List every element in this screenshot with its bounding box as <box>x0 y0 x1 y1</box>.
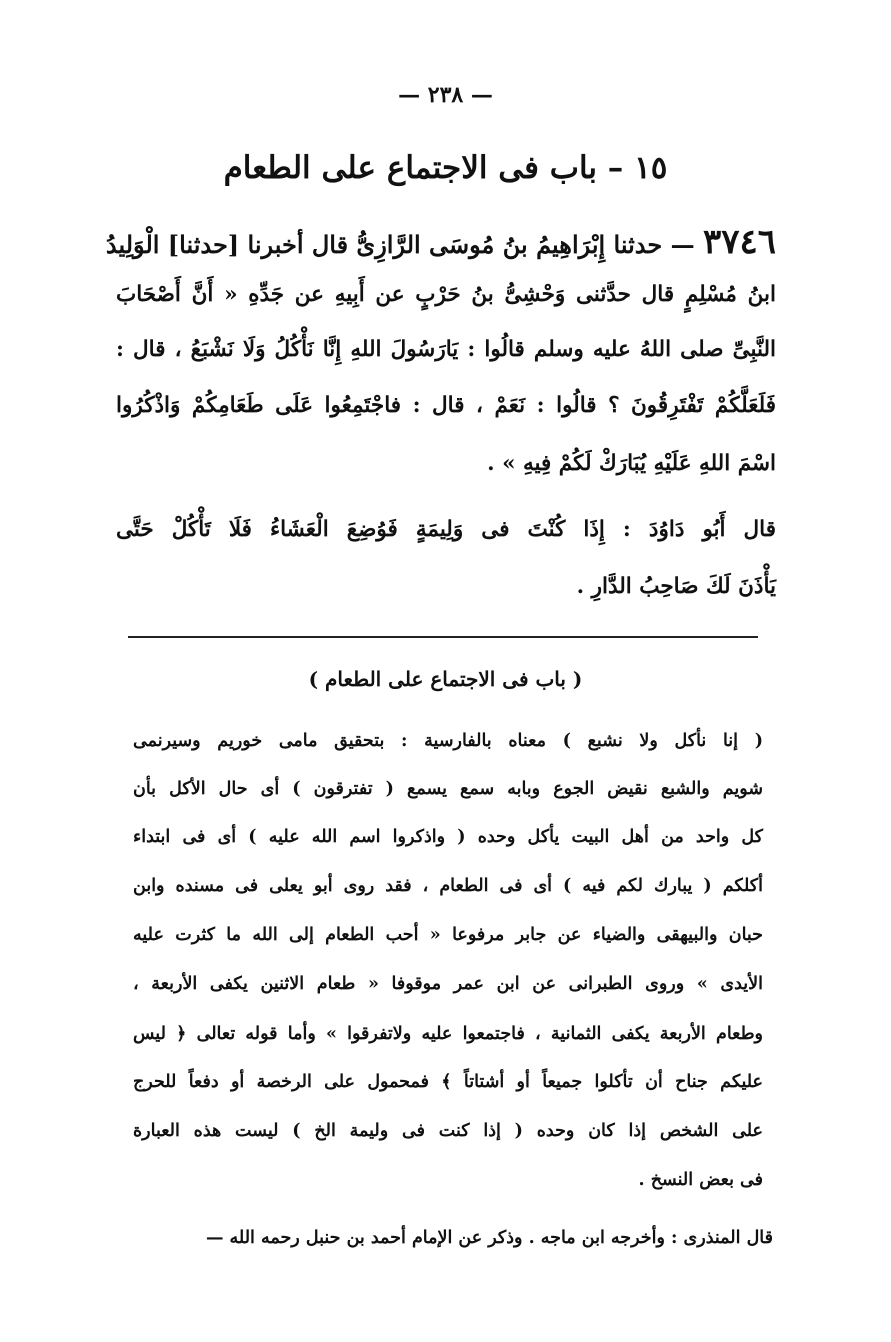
page-number: — ٢٣٨ — <box>398 82 493 108</box>
hadith-line: ابنُ مُسْلِمٍ قال حدَّثنى وَحْشِىُّ بنُ حَرْبٍ عن أَبِيهِ عن جَدِّهِ « أَنَّ أَصْحَابَ <box>116 282 776 307</box>
hadith-line: يَأْذَنَ لَكَ صَاحِبُ الدَّارِ . <box>576 574 776 599</box>
footnote: قال المنذرى : وأخرجه ابن ماجه . وذكر عن الإمام أحمد بن حنبل رحمه الله — <box>205 1228 773 1248</box>
commentary-line: عليكم جناح أن تأكلوا جميعاً أو أشتاتاً ﴾ فمحمول على الرخصة أو دفعاً للحرج <box>133 1072 763 1092</box>
hadith-line: اسْمَ اللهِ عَلَيْهِ يُبَارَكْ لَكُمْ فِيهِ » . <box>487 451 776 476</box>
commentary-line: ( إنا نأكل ولا نشبع ) معناه بالفارسية : بتحقيق مامى خوريم وسيرنمى <box>133 731 763 751</box>
commentary-title: ( باب فى الاجتماع على الطعام ) <box>308 667 583 691</box>
commentary-line: شويم والشبع نقيض الجوع وبابه سمع يسمع ( تفترقون ) أى حال الأكل بأن <box>133 779 763 799</box>
chapter-title: ١٥ – باب فى الاجتماع على الطعام <box>223 150 668 186</box>
hadith-line: النَّبِىِّ صلى اللهُ عليه وسلم قالُوا : يَارَسُولَ اللهِ إِنَّا نَأْكُلُ وَلَا نَشْبَعُ ، قال : <box>116 337 776 362</box>
hadith-number: ٣٧٤٦ <box>702 222 776 262</box>
commentary-line: الأيدى » وروى الطبرانى عن ابن عمر موقوفا « طعام الاثنين يكفى الأربعة ، <box>133 974 763 994</box>
commentary-line: حبان والبيهقى والضياء عن جابر مرفوعا « أحب الطعام إلى الله ما كثرت عليه <box>133 925 763 945</box>
commentary-line: على الشخص إذا كان وحده ( إذا كنت فى وليمة الخ ) ليست هذه العبارة <box>133 1121 763 1141</box>
commentary-line: فى بعض النسخ . <box>638 1170 763 1190</box>
commentary-line: كل واحد من أهل البيت يأكل وحده ( واذكروا اسم الله عليه ) أى فى ابتداء <box>133 827 763 847</box>
hadith-line-text: — حدثنا إِبْرَاهِيمُ بنُ مُوسَى الرَّازِىُّ قال أخبرنا [حدثنا] الْوَلِيدُ <box>105 230 695 259</box>
hadith-line: فَلَعَلَّكُمْ تَفْتَرِقُونَ ؟ قالُوا : نَعَمْ ، قال : فاجْتَمِعُوا عَلَى طَعَامِكُمْ وَاذْكُرُوا <box>116 393 776 418</box>
hadith-line <box>105 222 776 262</box>
section-divider <box>128 636 758 638</box>
commentary-line: وطعام الأربعة يكفى الثمانية ، فاجتمعوا عليه ولاتفرقوا » وأما قوله تعالى ﴿ ليس <box>133 1024 763 1044</box>
hadith-line: قال أَبُو دَاوُدَ : إِذَا كُنْتَ فى وَلِيمَةٍ فَوُضِعَ الْعَشَاءُ فَلَا تَأْكُلْ حَتَّى <box>116 517 776 542</box>
commentary-line: أكلكم ( يبارك لكم فيه ) أى فى الطعام ، فقد روى أبو يعلى فى مسنده وابن <box>133 876 763 896</box>
